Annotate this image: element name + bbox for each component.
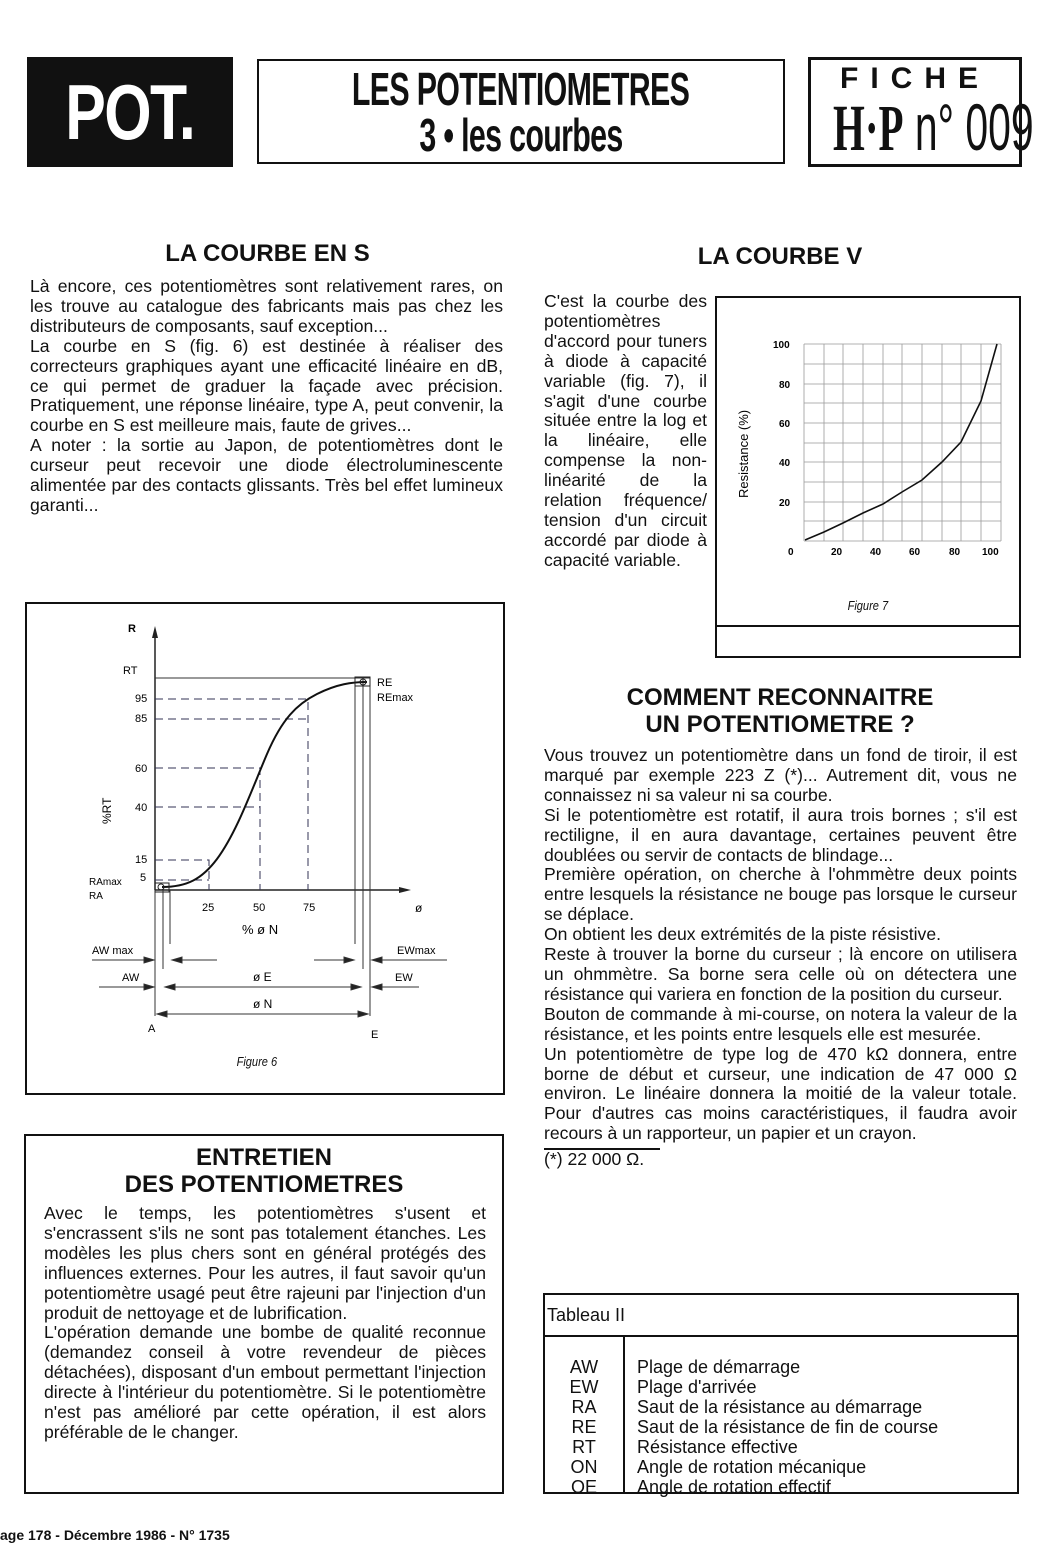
aw-label: AW	[122, 972, 140, 984]
s-curve-diagram	[27, 604, 503, 1093]
reconnaitre-heading-2: UN POTENTIOMETRE ?	[645, 711, 915, 738]
paragraph: C'est la courbe des potentiomètres d'accord pour tuners à diode à capacité variable (fig. 7), il s'agit d'une courbe située entre la log et la linéaire, elle compense la non-linéarité de la relation fréquence/ tension d'un circuit accordé par diode à capacité variable.	[544, 291, 707, 570]
paragraph: Vous trouvez un potentiomètre dans un fond de tiroir, il est marqué par exemple 223 Z (*)... Autrement dit, vous ne connaissez ni sa valeur ni sa courbe.	[544, 745, 1017, 805]
paragraph: Première opération, on cherche à l'ohmmètre deux points entre lesquels la résistance ne bouge pas lorsque le curseur se déplace.	[544, 864, 1017, 925]
svg-text:20: 20	[779, 498, 791, 509]
section-courbe-s-text	[30, 277, 503, 516]
paragraph: A noter : la sortie au Japon, de potentiomètres dont le curseur peut recevoir une diode électroluminescente alimentée par des contacts glissants. Très bel effet lumineux garanti...	[30, 435, 503, 515]
v-curve-chart	[717, 298, 1019, 628]
entretien-heading-1: ENTRETIEN	[195, 1144, 332, 1171]
table-descriptions	[625, 1337, 939, 1497]
section-courbe-v-text	[544, 292, 707, 571]
fiche-number: n° 009	[914, 90, 1034, 164]
paragraph: Là encore, ces potentiomètres sont relativement rares, on les trouve au catalogue des fabricants mais pas chez les distributeurs de composants, sauf exception...	[30, 276, 503, 336]
table-code: OE	[570, 1477, 597, 1497]
fiche-label: FICHE	[840, 62, 990, 95]
svg-text:40: 40	[779, 458, 791, 469]
table-code: RT	[572, 1437, 596, 1457]
table-desc: Angle de rotation mécanique	[637, 1457, 867, 1477]
title-line-2: 3 • les courbes	[419, 108, 623, 161]
table-code: RE	[571, 1417, 597, 1437]
phi-e-label: ø E	[253, 970, 272, 984]
a-label: A	[148, 1023, 156, 1035]
entretien-heading-2: DES POTENTIOMETRES	[124, 1171, 404, 1198]
svg-text:60: 60	[135, 763, 148, 775]
figure-6-caption: Figure 6	[236, 1054, 278, 1069]
paragraph: Si le potentiomètre est rotatif, il aura trois bornes ; s'il est rectiligne, il en aura davantage, certaines peuvent être doublées ou servir de contacts de blindage...	[544, 804, 1017, 865]
section-heading-courbe-s: LA COURBE EN S	[165, 240, 370, 267]
table-codes	[545, 1337, 625, 1497]
ra-label: RA	[89, 891, 103, 902]
re-label: RE	[377, 677, 393, 689]
svg-text:25: 25	[202, 902, 215, 914]
svg-text:80: 80	[779, 380, 791, 391]
paragraph: Reste à trouver la borne du curseur ; là encore on utilisera un ohmmètre. Sa borne sera celle où on détectera une résistance qui variera en fonction de la position du curseur.	[544, 944, 1017, 1004]
ew-label: EW	[395, 972, 413, 984]
category-label: POT.	[65, 67, 195, 156]
y-unit-label: %RT	[100, 797, 114, 824]
table-code: RA	[571, 1397, 597, 1417]
figure-6	[25, 602, 505, 1095]
svg-text:60: 60	[779, 419, 791, 430]
svg-text:40: 40	[870, 547, 882, 558]
title-line-1: LES POTENTIOMETRES	[352, 62, 690, 115]
divider	[717, 625, 1019, 627]
page-title	[257, 59, 785, 164]
y-axis-label: R	[128, 623, 136, 635]
entretien-text	[26, 1198, 502, 1443]
svg-text:20: 20	[831, 547, 843, 558]
svg-text:15: 15	[135, 854, 148, 866]
x-unit-label: % ø N	[242, 922, 279, 937]
phi-n-label: ø N	[253, 997, 273, 1011]
awmax-label: AW max	[92, 945, 134, 957]
legend-table	[543, 1293, 1019, 1497]
reconnaitre-text	[544, 746, 1017, 1170]
reconnaitre-heading-1: COMMENT RECONNAITRE	[626, 684, 934, 711]
ramax-label: RAmax	[89, 877, 122, 888]
svg-text:100: 100	[773, 340, 790, 351]
rt-label: RT	[123, 665, 138, 677]
svg-text:95: 95	[135, 693, 148, 705]
x-axis-label: ø	[415, 901, 423, 915]
svg-text:80: 80	[949, 547, 961, 558]
footnote: (*) 22 000 Ω.	[544, 1149, 645, 1170]
ewmax-label: EWmax	[397, 945, 436, 957]
table-desc: Plage de démarrage	[637, 1357, 801, 1377]
arrow-right-icon	[399, 887, 411, 893]
category-badge	[27, 57, 233, 167]
paragraph: Avec le temps, les potentiomètres s'usent et s'encrassent s'ils ne sont pas totalement étanches. Les modèles les plus chers sont en général protégés des influences externes. Pour les autres, il faut savoir qu'un potentiomètre usagé peut être rajeuni par l'injection d'un produit de nettoyage et de lubrification.	[44, 1203, 486, 1323]
e-label: E	[371, 1029, 379, 1041]
fiche-brand: H·P	[833, 92, 904, 165]
paragraph: Un potentiomètre de type log de 470 kΩ donnera, entre borne de début et curseur, une indication de 47 000 Ω environ. Le linéaire donnera la moitié de la valeur totale. Pour d'autres cas moins caractéristiques, il faudra avoir recours à un rapporteur, un papier et un crayon.	[544, 1043, 1017, 1144]
page-footer: age 178 - Décembre 1986 - N° 1735	[0, 1527, 230, 1543]
svg-text:100: 100	[982, 547, 999, 558]
section-heading-courbe-v: LA COURBE V	[697, 243, 863, 270]
arrow-up-icon	[152, 626, 158, 638]
paragraph: La courbe en S (fig. 6) est destinée à réaliser des correcteurs graphiques ayant une efficacité linéaire en dB, ce qui permet de graduer la façade avec précision. Pratiquement, une réponse linéaire, type A, peut convenir, la courbe en S est meilleure mais, faute de grives...	[30, 335, 503, 436]
remax-label: REmax	[377, 692, 414, 704]
fiche-id	[833, 90, 1034, 165]
svg-text:85: 85	[135, 713, 148, 725]
table-title: Tableau II	[545, 1295, 1017, 1337]
entretien-box	[24, 1134, 504, 1494]
table-desc: Angle de rotation effectif	[637, 1477, 831, 1497]
table-desc: Saut de la résistance au démarrage	[637, 1397, 923, 1417]
table-code: AW	[569, 1357, 599, 1377]
svg-text:75: 75	[303, 902, 316, 914]
table-desc: Saut de la résistance de fin de course	[637, 1417, 939, 1437]
table-desc: Plage d'arrivée	[637, 1377, 757, 1397]
table-desc: Résistance effective	[637, 1437, 798, 1457]
paragraph: On obtient les deux extrémités de la piste résistive.	[544, 924, 942, 945]
svg-text:0: 0	[788, 547, 794, 558]
table-code: ON	[570, 1457, 598, 1477]
svg-text:5: 5	[140, 872, 147, 884]
svg-text:60: 60	[909, 547, 921, 558]
svg-text:40: 40	[135, 802, 148, 814]
figure-7	[715, 296, 1021, 658]
table-code: EW	[569, 1377, 599, 1397]
figure-7-caption: Figure 7	[847, 598, 889, 613]
paragraph: L'opération demande une bombe de qualité reconnue (demandez conseil à votre revendeur de pièces détachées), disposant d'un embout permettant l'injection directe à l'intérieur du potentiomètre. Si le potentiomètre n'est pas amélioré par cette opération, il est alors préférable de le changer.	[44, 1322, 486, 1442]
paragraph: Bouton de commande à mi-course, on notera la valeur de la résistance, et les points entre lesquels elle est mesurée.	[544, 1003, 1017, 1044]
fiche-badge	[808, 57, 1034, 167]
y-axis-label: Resistance (%)	[736, 409, 751, 498]
svg-text:50: 50	[253, 902, 266, 914]
